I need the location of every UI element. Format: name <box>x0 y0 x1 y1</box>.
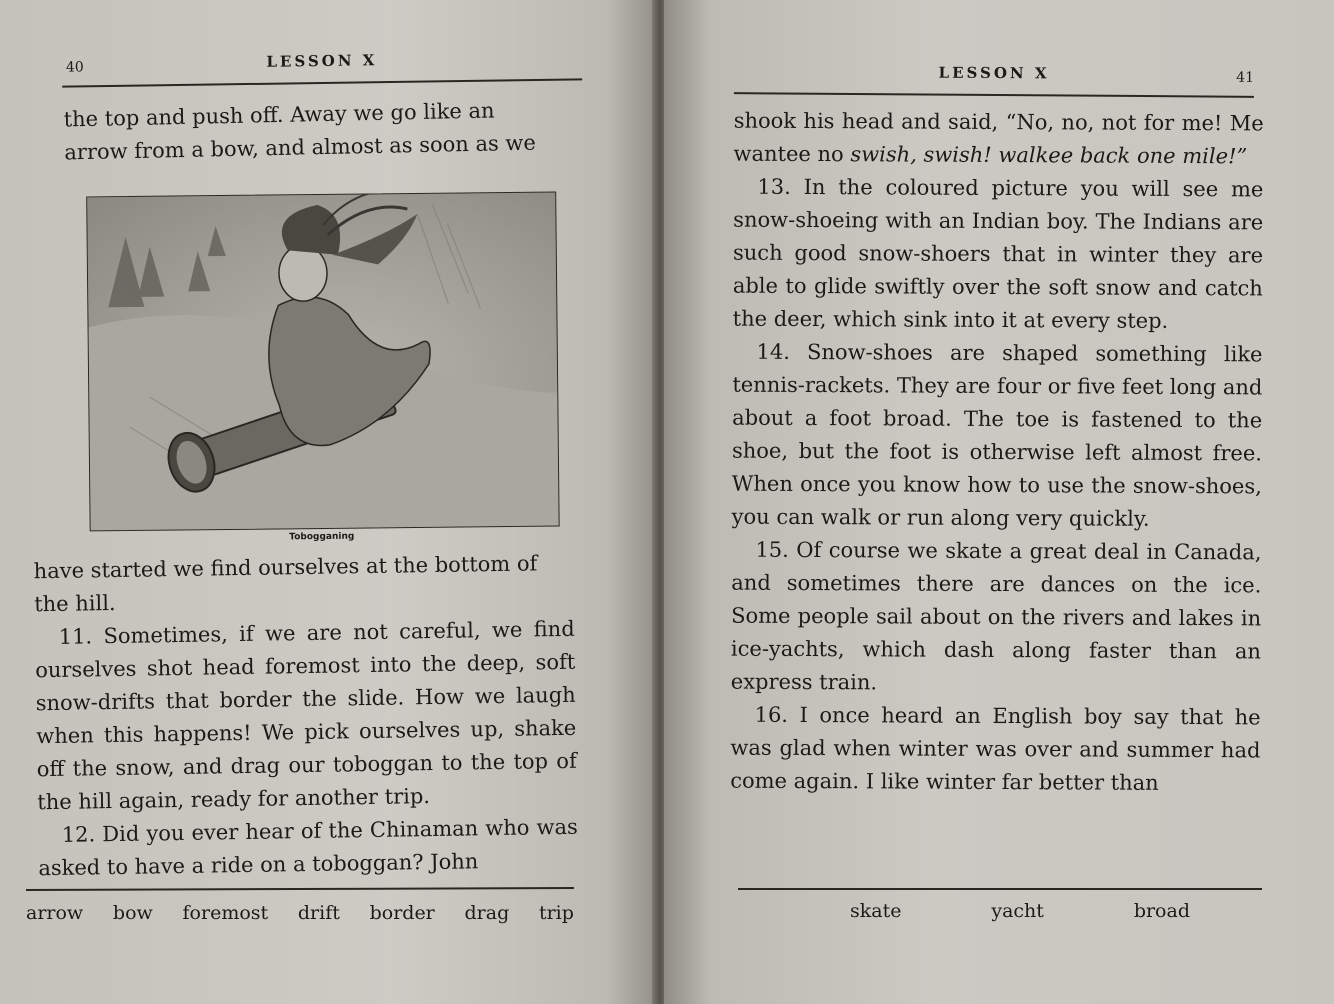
vocab-word: border <box>369 902 435 924</box>
vocab-word: skate <box>850 900 902 922</box>
vocab-word: arrow <box>26 902 84 924</box>
left-page <box>0 0 660 1004</box>
vocab-word: broad <box>1133 900 1190 922</box>
left-page-header <box>62 48 582 87</box>
tobogganing-illustration <box>78 191 562 546</box>
right-page <box>664 0 1334 1004</box>
right-vocab-divider <box>738 888 1262 890</box>
right-vocabulary-list <box>850 900 1190 922</box>
paragraph-15: 15. Of course we skate a great deal in Canada, and sometimes there are dances on the ice. Some people sail about on the rivers and lakes in ice-yachts, which dash along faster than an express train. <box>730 537 1262 695</box>
right-page-header <box>734 62 1254 98</box>
text-line: arrow from a bow, and almost as soon as we <box>64 130 537 165</box>
right-text <box>730 105 1264 801</box>
left-running-head: LESSON X <box>266 51 378 71</box>
text-line: the top and push off. Away we go like an <box>63 98 495 132</box>
paragraph-11: 11. Sometimes, if we are not careful, we find ourselves shot head foremost into the deep, soft snow-drifts that border the slide. How we laugh when this happens! We pick ourselves up, shake off the snow, and drag our toboggan to the top of the hill again, ready for another trip. <box>35 616 577 815</box>
right-page-number: 41 <box>1236 69 1255 86</box>
left-vocab-divider <box>26 887 574 891</box>
left-text-bottom <box>33 547 578 885</box>
text-line: the hill. <box>34 590 116 617</box>
paragraph-13: 13. In the coloured picture you will see me snow-shoeing with an Indian boy. The Indians are such good snow-shoers that in winter they are able to glide swiftly over the soft snow and catch the deer, which sink into it at every step. <box>732 174 1264 333</box>
quote-italic: swish, swish! walkee back one mile!” <box>850 142 1248 169</box>
vocab-word: drift <box>297 902 340 924</box>
vocab-word: bow <box>112 902 153 924</box>
vocab-word: drag <box>464 902 510 924</box>
paragraph-12: 12. Did you ever hear of the Chinaman who was asked to have a ride on a toboggan? John <box>38 814 578 881</box>
continued-quote <box>733 105 1263 174</box>
left-text-top <box>63 93 584 170</box>
paragraph-16: 16. I once heard an English boy say that he was glad when winter was over and summer had come again. I like winter far better than <box>730 702 1261 795</box>
vocab-word: trip <box>538 902 574 924</box>
tobogganing-picture <box>87 193 558 531</box>
right-running-head: LESSON X <box>938 63 1050 83</box>
quote-plain: shook his head and said, “No, no, not for me! Me wantee no <box>733 108 1264 167</box>
vocab-word: yacht <box>991 900 1044 922</box>
figure-caption: Tobogganing <box>289 531 355 543</box>
illustration-frame <box>86 192 559 532</box>
left-vocabulary-list <box>26 902 574 924</box>
paragraph-14: 14. Snow-shoes are shaped something like tennis-rackets. They are four or five feet long and about a foot broad. The toe is fastened to the shoe, but the foot is otherwise left almost free. When once you know how to use the snow-shoes, you can walk or run along very quickly. <box>731 339 1263 531</box>
left-page-number: 40 <box>65 59 84 76</box>
vocab-word: foremost <box>182 902 269 924</box>
text-line: have started we find ourselves at the bottom of <box>33 551 538 584</box>
